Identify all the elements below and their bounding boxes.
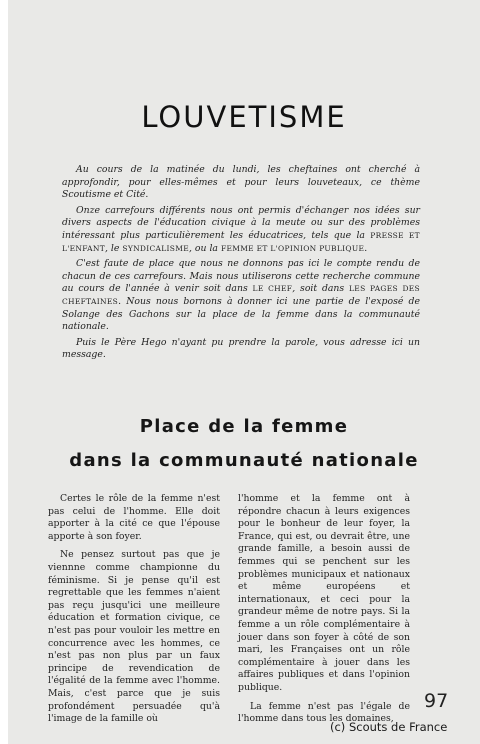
article-paragraph: Ne pensez surtout pas que je viennne comme championne du féminisme. Si je pense qu'il est regrettable que les femmes n'aient pas reçu jusqu'ici une meilleure éducation et formation civique, ce n'est pas pour vouloir les mettre en concurrence avec les hommes, ce n'est pas non plus par un faux principe de revendication de l'égalité de la femme avec l'homme. Mais, c'est parce que je suis profondément persuadée qu'à l'image de la famille où bbox=[48, 549, 220, 725]
article-paragraph: Certes le rôle de la femme n'est pas celui de l'homme. Elle doit apporter à la cité ce que l'épouse apporte à son foyer. bbox=[48, 493, 220, 542]
intro-text: , le bbox=[105, 242, 120, 254]
intro-paragraph bbox=[62, 205, 420, 255]
article-title bbox=[8, 410, 480, 478]
intro-text: . Nous nous bornons à donner ici une partie de l'exposé de Solange des Gachons sur la place de la femme dans la communauté nationale. bbox=[62, 295, 420, 333]
section-heading: LOUVETISME bbox=[141, 100, 347, 134]
intro-text: , ou la bbox=[189, 242, 218, 254]
intro-text: C'est faute de place que nous ne donnons pas ici le compte rendu de chacun de ces carrefours. Mais nous utiliserons cette recherche commune au cours de l'année à venir soit dans bbox=[62, 258, 420, 295]
intro-text: Puis le Père Hego n'ayant pu prendre la parole, vous adresse ici un message. bbox=[62, 336, 420, 361]
intro-paragraph bbox=[62, 337, 420, 362]
intro-block bbox=[62, 164, 420, 365]
article-column-right bbox=[238, 493, 410, 732]
intro-text: , soit dans bbox=[292, 283, 345, 295]
scanned-page bbox=[8, 0, 480, 744]
page-number: 97 bbox=[424, 690, 449, 712]
intro-paragraph bbox=[62, 164, 420, 202]
article-paragraph: l'homme et la femme ont à répondre chacun à leurs exigences pour le bonheur de leur foyer, la France, qui est, ou devrait être, une grande famille, a besoin aussi de femmes qui se penchent sur les problèmes municipaux et nationaux et même européens et internationaux, et ceci pour la grandeur même de notre pays. Si la femme a un rôle complémentaire à jouer dans son foyer à côté de son mari, les Françaises ont un rôle complémentaire à jouer dans les affaires publiques et dans l'opinion publique. bbox=[238, 493, 410, 693]
article-column-left bbox=[48, 493, 220, 732]
small-caps-term: SYNDICALISME bbox=[122, 243, 189, 253]
small-caps-term: LES PAGES DES CHEFTAINES bbox=[62, 284, 420, 306]
article-title-line: Place de la femme bbox=[139, 416, 349, 437]
small-caps-term: FEMME ET L'OPINION PUBLIQUE bbox=[220, 243, 365, 253]
intro-text: Onze carrefours différents nous ont permis d'échanger nos idées sur divers aspects de l'éducation civique à la meute ou sur des problèmes intéressant plus particulièrement les éducatrices, tels que la bbox=[62, 204, 420, 241]
intro-text: Au cours de la matinée du lundi, les cheftaines ont cherché à approfondir, pour elles-mêmes et pour leurs louveteaux, ce thème Scoutisme et Cité. bbox=[62, 164, 420, 201]
article-title-line: dans la communauté nationale bbox=[69, 450, 419, 471]
small-caps-term: LE CHEF bbox=[252, 284, 293, 294]
intro-paragraph bbox=[62, 258, 420, 334]
article-paragraph: La femme n'est pas l'égale de l'homme dans tous les domaines, bbox=[238, 700, 410, 725]
copyright-watermark: (c) Scouts de France bbox=[330, 720, 448, 734]
intro-text: . bbox=[364, 242, 368, 254]
small-caps-term: PRESSE ET L'ENFANT bbox=[62, 230, 420, 253]
